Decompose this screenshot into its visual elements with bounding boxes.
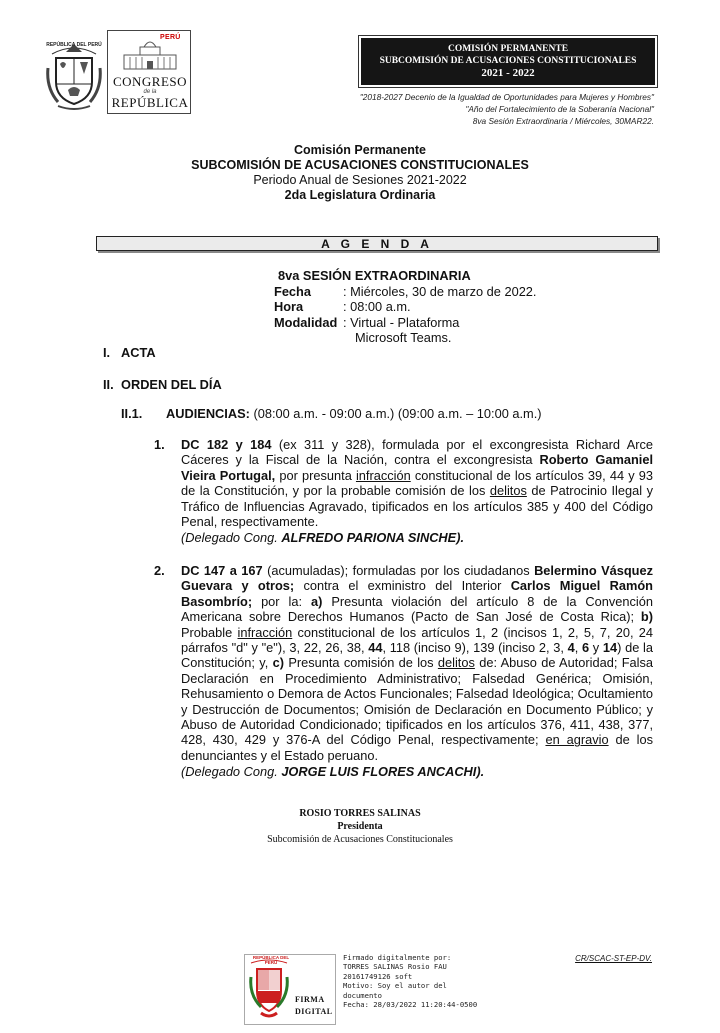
item-2-accused: Carlos Miguel Ramón Basombrío; (181, 578, 653, 609)
signatory-name: ROSIO TORRES SALINAS (299, 808, 421, 819)
item-1-t2: por presunta (275, 467, 356, 483)
logo-country: PERÚ (160, 34, 181, 41)
item-2-b: b) (640, 609, 653, 625)
item-2-t7: , 118 (inciso 9), 139 (inciso 2, 3, (382, 640, 568, 656)
item-2-t6: constitucional de los artículos 1, 2 (incisos 1, 2, 5, 7, 20, 24 párrafos "d" y "e"), 3, 22, 26, 38, (181, 624, 653, 656)
item-2-n6: 6 (581, 640, 590, 656)
audiencias-times: (08:00 a.m. - 09:00 a.m.) (09:00 a.m. – 10:00 a.m.) (249, 406, 542, 421)
item-2-dc: DC 147 a 167 (181, 563, 263, 578)
congreso-logo (107, 30, 191, 114)
decade-quote: "2018-2027 Decenio de la Igualdad de Oportunidades para Mujeres y Hombres" (359, 92, 654, 102)
agenda-bar: A G E N D A (96, 236, 658, 251)
fecha-label: Fecha (274, 284, 311, 299)
item-1-number: 1. (154, 437, 165, 452)
item-2-t1: (acumuladas); formuladas por los ciudadanos (262, 563, 535, 578)
item-1-delegate (181, 530, 464, 545)
congress-building-icon (122, 37, 178, 71)
item-1-delegate-name: ALFREDO PARIONA SINCHE). (281, 530, 465, 545)
stamp-firma: FIRMA (295, 995, 325, 1004)
item-1-text (181, 437, 653, 529)
item-1-t4: de Patrocinio Ilegal y Tráfico de Influencias Agravado, tipificados en los artículos 385 y 400 del Código Penal, respectivamente. (181, 483, 653, 530)
title-period: Periodo Anual de Sesiones 2021-2022 (253, 173, 467, 187)
item-2-delegate-prefix: (Delegado Cong. (181, 764, 282, 779)
hora-label: Hora (274, 299, 304, 314)
item-2-a: a) (311, 593, 323, 609)
firma-line6: Fecha: 28/03/2022 11:20:44-0500 (343, 1000, 478, 1010)
item-2-text (181, 563, 653, 763)
year-quote: "Año del Fortalecimiento de la Soberanía Nacional" (465, 104, 654, 114)
item-2-delitos: delitos (437, 655, 475, 671)
item-1-infraccion: infracción (355, 467, 411, 483)
section-2-number: II. (103, 377, 114, 392)
signatory-role: Presidenta (337, 821, 383, 832)
item-1-t1: (ex 311 y 328), formulada por el excongresista Richard Arce Cáceres y la Fiscal de la Nación, contra el excongresista (181, 437, 654, 468)
box-line2: SUBCOMISIÓN DE ACUSACIONES CONSTITUCIONALES (379, 56, 637, 66)
modalidad-value: : Virtual - Plataforma (343, 315, 460, 330)
item-2-n14: 14 (602, 640, 618, 656)
item-2-t4: Presunta violación del artículo 8 de la Convención Americana sobre Derechos Humanos (Pacto de San José de Costa Rica); (181, 593, 653, 625)
stamp-top-text: REPÚBLICA DEL PERÚ (252, 955, 290, 965)
item-2-delegate (181, 764, 484, 779)
item-2-delegate-name: JORGE LUIS FLORES ANCACHI). (281, 764, 485, 779)
firma-line5: documento (343, 990, 382, 1000)
emblem-label: REPÚBLICA DEL PERÚ (46, 42, 102, 48)
digital-signature-stamp (244, 954, 336, 1025)
commission-header-box (358, 35, 658, 88)
section-2-1-number: II.1. (121, 406, 143, 421)
item-1-accused: Roberto Gamaniel Vieira Portugal, (181, 452, 654, 483)
section-1-label: ACTA (121, 345, 156, 360)
item-2-agravio: en agravio (545, 732, 609, 748)
item-2-n44: 44 (368, 640, 383, 656)
item-2-c: c) (272, 655, 284, 671)
item-2-t11: Presunta comisión de los (284, 655, 438, 671)
audiencias-label: AUDIENCIAS: (166, 406, 250, 421)
firma-line1: Firmado digitalmente por: (343, 953, 452, 962)
item-2-t5: Probable (181, 624, 238, 640)
firma-line2: TORRES SALINAS Rosio FAU (343, 962, 447, 972)
item-1-delitos: delitos (489, 483, 527, 499)
box-line1: COMISIÓN PERMANENTE (447, 44, 569, 54)
item-2-t2: contra el exministro del Interior (294, 578, 511, 594)
item-1-dc: DC 182 y 184 (181, 437, 272, 452)
item-2-t10: ) de la Constitución; y, (181, 640, 653, 671)
title-subcommission: SUBCOMISIÓN DE ACUSACIONES CONSTITUCIONALES (191, 158, 529, 172)
item-2-infraccion: infracción (237, 624, 293, 640)
item-2-t8: , (574, 640, 582, 656)
title-legislature: 2da Legislatura Ordinaria (284, 188, 436, 202)
item-2-t12: de: Abuso de Autoridad; Falsa Declaración en Procedimiento Administrativo; Falsedad Genérica; Omisión, Rehusamiento o Demora de Actos Funcionales; Falsedad Ideológica; Ocultamiento y Destrucción de Documentos; Omisión de Declaración en Documento Público; y Abuso de Autoridad Condicionado; tipificados en los artículos 376, 411, 438, 377, 428, 430, 429 y 376-A del Código Penal, respectivamente; (181, 655, 653, 748)
audiencias-line (166, 406, 542, 421)
modalidad-label: Modalidad (274, 315, 338, 330)
peru-coat-of-arms-icon (46, 38, 102, 112)
logo-line1: CONGRESO (112, 74, 188, 89)
item-2-t13: de los denunciantes y el Estado peruano. (181, 732, 653, 763)
title-commission: Comisión Permanente (294, 143, 426, 157)
item-2-complainants: Belermino Vásquez Guevara y otros; (181, 563, 654, 594)
item-1-delegate-prefix: (Delegado Cong. (181, 530, 282, 545)
item-2-t3: por la: (252, 593, 311, 609)
logo-line2: de la (143, 89, 157, 95)
box-year: 2021 - 2022 (481, 67, 535, 79)
modalidad-value2: Microsoft Teams. (355, 330, 452, 345)
session-quote: 8va Sesión Extraordinaria / Miércoles, 30MAR22. (472, 116, 654, 126)
section-1-number: I. (103, 345, 111, 360)
fecha-value: : Miércoles, 30 de marzo de 2022. (343, 284, 537, 299)
signatory-org: Subcomisión de Acusaciones Constitucionales (267, 834, 453, 845)
firma-line4: Motivo: Soy el autor del (343, 981, 447, 991)
firma-line3: 20161749126 soft (343, 971, 413, 981)
item-2-n4: 4 (567, 640, 575, 656)
document-reference: CR/SCAC-ST-EP-DV. (575, 954, 652, 963)
item-2-number: 2. (154, 563, 165, 578)
digital-signature-details (343, 953, 523, 1009)
stamp-digital: DIGITAL (295, 1007, 333, 1016)
hora-value: : 08:00 a.m. (343, 299, 411, 314)
section-2-label: ORDEN DEL DÍA (121, 377, 222, 392)
item-2-t9: y (589, 640, 603, 656)
session-title: 8va SESIÓN EXTRAORDINARIA (278, 268, 471, 283)
logo-line3: REPÚBLICA (111, 95, 189, 110)
item-1-t3: constitucional de los artículos 39, 44 y 93 de la Constitución, y por la probable comisión de los (181, 467, 654, 499)
